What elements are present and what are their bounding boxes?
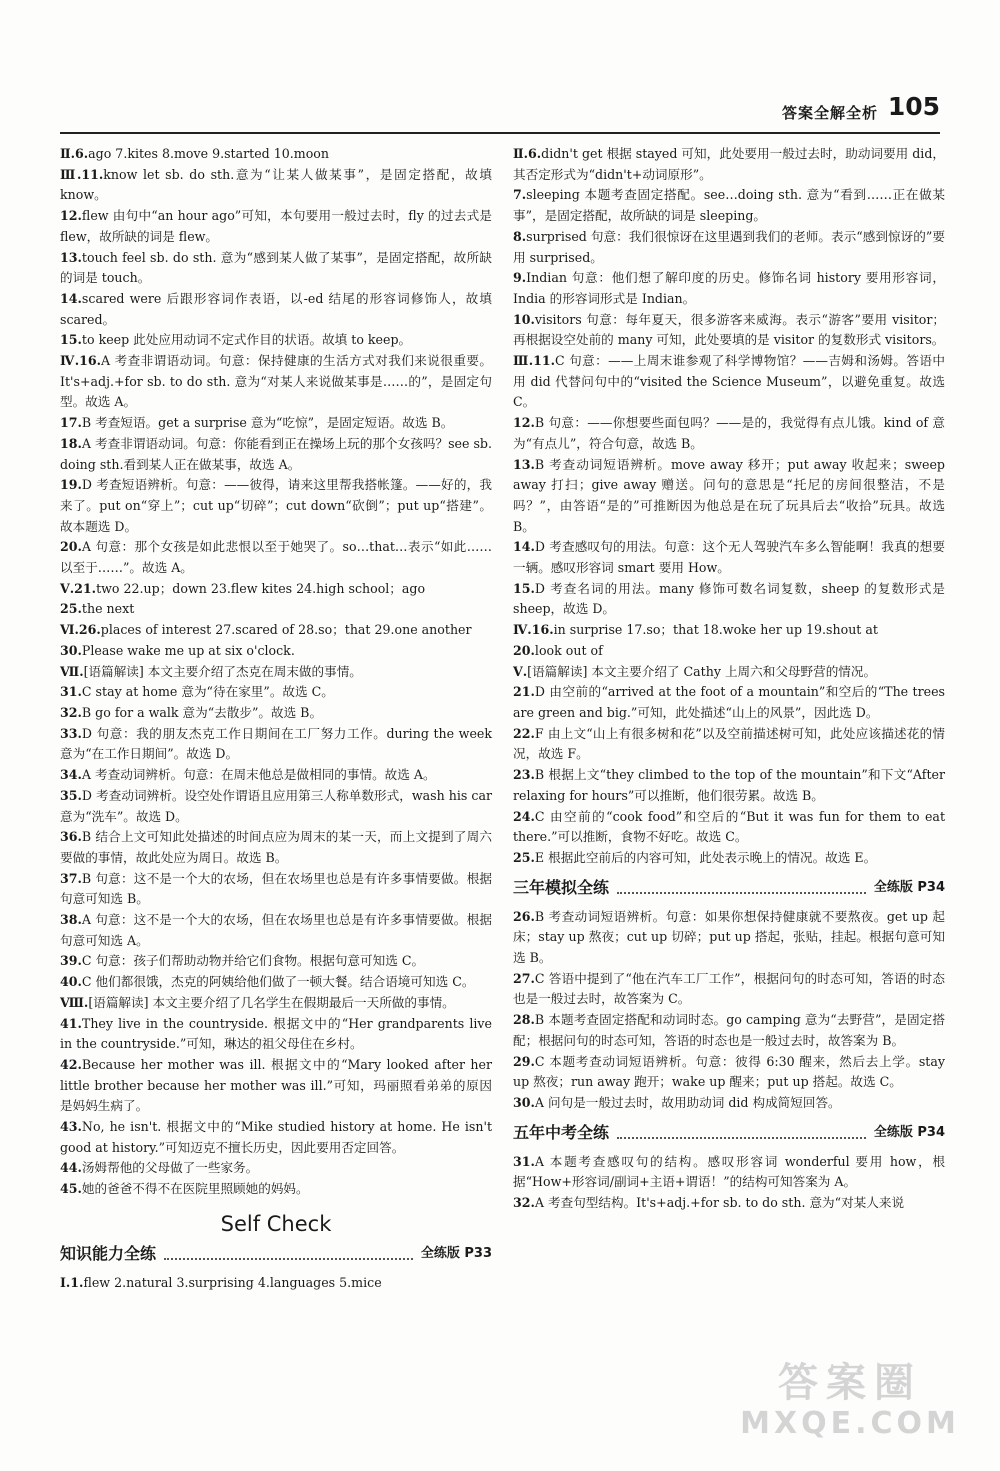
answer-item	[60, 641, 492, 662]
answer-text: D 句意：我的朋友杰克工作日期间在工厂努力工作。during the week 意为“在工作日期间”。故选 D。	[60, 725, 492, 762]
answer-item	[513, 455, 945, 538]
answer-number: Ⅳ.16.	[513, 622, 554, 638]
answer-text: look out of	[534, 642, 603, 658]
answer-item	[60, 910, 492, 951]
answer-number: 20.	[60, 539, 82, 555]
answer-item	[60, 475, 492, 537]
answer-number: 33.	[60, 725, 82, 741]
answer-number: 39.	[60, 953, 82, 969]
answer-number: 38.	[60, 912, 82, 928]
answer-item	[513, 185, 945, 226]
answer-item	[60, 827, 492, 868]
answer-number: 36.	[60, 829, 82, 845]
answer-number: 31.	[60, 684, 82, 700]
answer-item	[60, 724, 492, 765]
answer-number: 40.	[60, 974, 82, 990]
watermark-logo	[740, 1359, 960, 1449]
answer-text: 汤姆帮他的父母做了一些家务。	[81, 1160, 259, 1176]
answer-text: know let sb. do sth.意为“让某人做某事”，是固定搭配，故填 know。	[60, 166, 492, 203]
answer-text: B 结合上文可知此处描述的时间点应为周末的某一天，而上文提到了周六要做的事情，故此处应为周日。故选 B。	[60, 829, 492, 865]
answer-number: 45.	[60, 1181, 82, 1197]
answer-number: Ⅳ.16.	[60, 353, 102, 369]
section-header-zhishi	[60, 1241, 492, 1269]
answer-number: 12.	[513, 415, 535, 431]
answer-text: C 他们都很饿，杰克的阿姨给他们做了一顿大餐。结合语境可知选 C。	[81, 974, 475, 990]
answer-number: 15.	[513, 580, 535, 596]
answer-item	[60, 289, 492, 330]
answer-item	[513, 413, 945, 454]
answer-number: Ⅵ.26.	[60, 622, 101, 638]
answer-text: B 根据上文“they climbed to the top of the mountain”和下文“After relaxing for hours”可以推断，他们很劳累。故选 B。	[513, 767, 945, 803]
answer-number: 29.	[513, 1053, 535, 1069]
answer-item	[60, 330, 492, 351]
header-title: 答案全解全析	[781, 104, 878, 122]
answer-item	[60, 537, 492, 578]
answer-number: 18.	[60, 435, 82, 451]
answer-number: 26.	[513, 908, 535, 924]
left-column	[60, 144, 492, 1293]
answer-number: Ⅲ.11.	[513, 353, 556, 369]
answer-text: Because her mother was ill. 根据文中的“Mary looked after her little brother because her mother was ill.”可知，玛丽照看弟弟的原因是妈妈生病了。	[60, 1056, 492, 1114]
answer-number: Ⅱ.6.	[513, 146, 542, 161]
answer-number: 8.	[513, 228, 527, 244]
answer-text: [语篇解读] 本文主要介绍了几名学生在假期最后一天所做的事情。	[88, 994, 455, 1010]
answer-text: A 本题考查感叹句的结构。感叹形容词 wonderful 要用 how，根据“How+形容词/副词+主语+谓语！”的结构可知答案为 A。	[513, 1153, 945, 1190]
answer-number: 13.	[513, 456, 535, 472]
answer-number: 42.	[60, 1056, 82, 1072]
answer-item	[513, 1052, 945, 1093]
answer-text: B 考查动词短语辨析。move away 移开；put away 收起来；sweep away 打扫；give away 赠送。问句的意思是“托尼的房间很整洁，不是吗？”，由答语“是的”可推断因为他总是在玩了玩具后去“收拾”玩具。故选 B。	[513, 456, 945, 534]
answer-text: C 句意：孩子们帮助动物并给它们食物。根据句意可知选 C。	[81, 953, 425, 969]
answer-list-left-tail	[60, 1273, 492, 1294]
answer-text: A 问句是一般过去时，故用助动词 did 构成简短回答。	[534, 1094, 841, 1110]
answer-item	[513, 310, 945, 351]
answer-item	[513, 537, 945, 578]
answer-item	[60, 1158, 492, 1179]
answer-item	[60, 1273, 492, 1294]
answer-number: 22.	[513, 725, 535, 741]
answer-text: Indian 句意：他们想了解印度的历史。修饰名词 history 要用形容词，India 的形容词形式是 Indian。	[513, 270, 945, 306]
answer-number: 25.	[513, 849, 535, 865]
answer-text: ago 7.kites 8.move 9.started 10.moon	[88, 146, 329, 161]
answer-number: 19.	[60, 477, 82, 493]
answer-item	[60, 1014, 492, 1055]
answer-text: C stay at home 意为“待在家里”。故选 C。	[81, 684, 334, 700]
answer-item	[60, 599, 492, 620]
section-header-sannian	[513, 875, 945, 903]
section-ref: 全练版 P34	[873, 880, 945, 896]
right-column	[513, 144, 945, 1214]
answer-item	[60, 1055, 492, 1117]
answer-item	[60, 662, 492, 683]
answer-number: 34.	[60, 767, 82, 783]
answer-item	[60, 165, 492, 206]
answer-item	[60, 786, 492, 827]
answer-item	[513, 682, 945, 723]
answer-number: 14.	[513, 539, 535, 555]
answer-number: 30.	[513, 1094, 535, 1110]
answer-text: touch feel sb. do sth. 意为“感到某人做了某事”，是固定搭配，故所缺的词是 touch。	[60, 249, 492, 286]
answer-list-right	[513, 144, 945, 869]
answer-item	[513, 1152, 945, 1193]
answer-number: 9.	[513, 270, 527, 286]
answer-item	[60, 579, 492, 600]
answer-number: 43.	[60, 1119, 82, 1135]
answer-item	[60, 434, 492, 475]
answer-number: 10.	[513, 311, 535, 327]
answer-item	[513, 268, 945, 309]
answer-text: D 由空前的“arrived at the foot of a mountain”和空后的“The trees are green and big.”可知，此处描述“山上的风景”，因此选 D。	[513, 684, 945, 720]
answer-text: didn't get 根据 stayed 可知，此处要用一般过去时，助动词要用 did，其否定形式为“didn't+动词原形”。	[513, 146, 945, 182]
answer-number: 20.	[513, 642, 535, 658]
answer-text: flew 2.natural 3.surprising 4.languages 5.mice	[83, 1274, 382, 1290]
answer-item	[60, 248, 492, 289]
answer-number: Ⅱ.6.	[60, 146, 89, 161]
answer-text: A 考查非谓语动词。句意：你能看到正在操场上玩的那个女孩吗？see sb. doing sth.看到某人正在做某事，故选 A。	[60, 435, 492, 472]
answer-number: 32.	[513, 1195, 535, 1211]
page-number: 105	[887, 92, 940, 121]
answer-list-left	[60, 144, 492, 1200]
answer-item	[60, 206, 492, 247]
answer-text: the next	[81, 601, 135, 617]
answer-item	[60, 993, 492, 1014]
section-ref: 全练版 P33	[420, 1246, 492, 1262]
answer-item	[513, 641, 945, 662]
answer-text: B 考查动词短语辨析。句意：如果你想保持健康就不要熬夜。get up 起床；stay up 熬夜；cut up 切碎；put up 搭起，张贴，挂起。根据句意可知选 B。	[513, 908, 945, 966]
answer-text: B go for a walk 意为“去散步”。故选 B。	[81, 704, 323, 720]
answer-item	[513, 227, 945, 268]
answer-number: 35.	[60, 787, 82, 803]
answer-text: Please wake me up at six o'clock.	[81, 642, 295, 658]
answer-text: [语篇解读] 本文主要介绍了杰克在周末做的事情。	[83, 663, 362, 679]
answer-text: A 考查动词辨析。句意：在周末他总是做相同的事情。故选 A。	[81, 767, 436, 783]
answer-number: Ⅶ.	[60, 663, 84, 679]
answer-item	[513, 1193, 945, 1214]
answer-number: 12.	[60, 208, 82, 224]
answer-item	[513, 848, 945, 869]
answer-number: Ⅴ.21.	[60, 580, 97, 596]
answer-number: 23.	[513, 767, 535, 783]
answer-item	[60, 869, 492, 910]
answer-item	[60, 351, 492, 413]
answer-number: Ⅰ.1.	[60, 1274, 84, 1290]
answer-text: D 考查名词的用法。many 修饰可数名词复数，sheep 的复数形式是 sheep，故选 D。	[513, 580, 945, 617]
answer-number: 15.	[60, 332, 82, 348]
answer-text: A 考查非谓语动词。句意：保持健康的生活方式对我们来说很重要。It's+adj.+for sb. to do sth. 意为“对某人来说做某事是……的”，是固定句型。故选 A。	[60, 353, 492, 410]
answer-number: 44.	[60, 1160, 82, 1176]
answer-text: C 本题考查动词短语辨析。句意：彼得 6:30 醒来，然后去上学。stay up 熬夜；run away 跑开；wake up 醒来；put up 搭起。故选 C。	[513, 1053, 945, 1090]
answer-number: 41.	[60, 1015, 82, 1031]
answer-text: C 句意：——上周末谁参观了科学博物馆？——吉姆和汤姆。答语中用 did 代替问句中的“visited the Science Museum”，以避免重复。故选 C。	[513, 353, 945, 410]
answer-text: two 22.up；down 23.flew kites 24.high school；ago	[96, 580, 426, 596]
answer-number: 27.	[513, 970, 535, 986]
answer-number: 13.	[60, 249, 82, 265]
answer-item	[513, 351, 945, 413]
answer-item	[513, 907, 945, 969]
answer-item	[60, 620, 492, 641]
page-header	[60, 92, 940, 134]
answer-text: to keep 此处应用动词不定式作目的状语。故填 to keep。	[81, 332, 412, 348]
answer-item	[513, 144, 945, 185]
answer-text: F 由上文“山上有很多树和花”以及空前描述树可知，此处应该描述花的情况，故选 F。	[513, 725, 945, 762]
answer-text: A 句意：那个女孩是如此悲恨以至于她哭了。so…that…表示“如此……以至于……”。故选 A。	[60, 539, 492, 576]
answer-list-right-tail	[513, 1152, 945, 1214]
answer-item	[60, 682, 492, 703]
answer-text: No, he isn't. 根据文中的“Mike studied history at home. He isn't good at history.”可知迈克不擅长历史，因此要用否定回答。	[60, 1119, 492, 1155]
answer-text: in surprise 17.so；that 18.woke her up 19.shout at	[553, 622, 878, 638]
answer-number: 25.	[60, 601, 82, 617]
answer-number: 21.	[513, 684, 535, 700]
dotted-leader	[164, 1258, 413, 1260]
answer-item	[60, 1179, 492, 1200]
answer-number: Ⅷ.	[60, 994, 89, 1010]
answer-text: B 本题考查固定搭配和动词时态。go camping 意为“去野营”，是固定搭配；根据问句的时态可知，答语的时态也是一般过去时，故答案为 B。	[513, 1012, 945, 1048]
answer-number: 32.	[60, 704, 82, 720]
answer-number: 24.	[513, 808, 535, 824]
answer-number: 28.	[513, 1012, 535, 1028]
answer-text: visitors 句意：每年夏天，很多游客来威海。表示“游客”要用 visitor；再根据设空处前的 many 可知，此处要填的是 visitor 的复数形式 visitors。	[513, 311, 945, 348]
answer-number: 30.	[60, 642, 82, 658]
answer-text: A 考查句型结构。It's+adj.+for sb. to do sth. 意为“对某人来说	[534, 1195, 905, 1211]
answer-item	[60, 413, 492, 434]
answer-item	[60, 765, 492, 786]
answer-text: They live in the countryside. 根据文中的“Her grandparents live in the countryside.”可知，琳达的祖父母住在乡村。	[60, 1015, 492, 1052]
answer-number: 7.	[513, 187, 527, 203]
answer-list-right-mid	[513, 907, 945, 1114]
dotted-leader	[617, 1137, 866, 1139]
answer-number: 37.	[60, 870, 82, 886]
answer-number: Ⅴ.	[513, 663, 528, 679]
answer-text: E 根据此空前后的内容可知，此处表示晚上的情况。故选 E。	[534, 849, 877, 865]
answer-item	[513, 807, 945, 848]
answer-text: C 答语中提到了“他在汽车工厂工作”，根据问句的时态可知，答语的时态也是一般过去时，故答案为 C。	[513, 970, 945, 1007]
section-ref: 全练版 P34	[873, 1125, 945, 1141]
answer-text: [语篇解读] 本文主要介绍了 Cathy 上周六和父母野营的情况。	[527, 663, 877, 679]
answer-item	[513, 662, 945, 683]
answer-item	[60, 144, 492, 165]
answer-text: A 句意：这不是一个大的农场，但在农场里也总是有许多事情要做。根据句意可知选 A。	[60, 912, 492, 948]
answer-item	[513, 1010, 945, 1051]
answer-number: 17.	[60, 415, 82, 431]
answer-text: D 考查短语辨析。句意：——彼得，请来这里帮我搭帐篷。——好的，我来了。put on“穿上”；cut up“切碎”；cut down“砍倒”；put up“搭建”。故本题选 D。	[60, 477, 492, 534]
answer-text: 她的爸爸不得不在医院里照顾她的妈妈。	[81, 1181, 309, 1197]
answer-item	[60, 1117, 492, 1158]
answer-text: places of interest 27.scared of 28.so；that 29.one another	[100, 622, 472, 638]
answer-item	[60, 703, 492, 724]
watermark-en: MXQE.COM	[740, 1406, 960, 1441]
section-title: 五年中考全练	[513, 1123, 610, 1143]
answer-text: sleeping 本题考查固定搭配。see…doing sth. 意为“看到……正在做某事”，是固定搭配，故所缺的词是 sleeping。	[513, 187, 945, 224]
answer-item	[513, 1093, 945, 1114]
answer-item	[513, 765, 945, 806]
watermark-cn: 答案圈	[778, 1360, 922, 1406]
answer-item	[513, 579, 945, 620]
answer-item	[513, 620, 945, 641]
answer-number: Ⅲ.11.	[60, 166, 104, 182]
answer-item	[513, 724, 945, 765]
section-title: 三年模拟全练	[513, 878, 610, 898]
answer-text: scared were 后跟形容词作表语，以-ed 结尾的形容词修饰人，故填 scared。	[60, 290, 492, 327]
answer-text: surprised 句意：我们很惊讶在这里遇到我们的老师。表示“感到惊讶的”要用 surprised。	[513, 228, 945, 265]
dotted-leader	[617, 892, 866, 894]
answer-text: C 由空前的“cook food”和空后的“But it was fun for them to eat there.”可以推断，食物不好吃。故选 C。	[513, 808, 945, 845]
section-header-wunian	[513, 1120, 945, 1148]
section-title: 知识能力全练	[60, 1244, 157, 1264]
answer-text: B 句意：这不是一个大的农场，但在农场里也总是有许多事情要做。根据句意可知选 B。	[60, 870, 492, 907]
answer-number: 31.	[513, 1153, 535, 1169]
answer-text: D 考查动词辨析。设空处作谓语且应用第三人称单数形式，wash his car 意为“洗车”。故选 D。	[60, 787, 492, 824]
answer-item	[513, 969, 945, 1010]
answer-number: 14.	[60, 290, 82, 306]
answer-text: flew 由句中“an hour ago”可知，本句要用一般过去时，fly 的过去式是 flew，故所缺的词是 flew。	[60, 208, 492, 244]
self-check-title: Self Check	[220, 1211, 332, 1236]
answer-text: B 考查短语。get a surprise 意为“吃惊”，是固定短语。故选 B。	[81, 415, 454, 431]
answer-text: D 考查感叹句的用法。句意：这个无人驾驶汽车多么智能啊！我真的想要一辆。感叹形容词 smart 要用 How。	[513, 539, 945, 576]
answer-item	[60, 951, 492, 972]
answer-text: B 句意：——你想要些面包吗？——是的，我觉得有点儿饿。kind of 意为“有点儿”，符合句意，故选 B。	[513, 415, 945, 451]
answer-item	[60, 972, 492, 993]
